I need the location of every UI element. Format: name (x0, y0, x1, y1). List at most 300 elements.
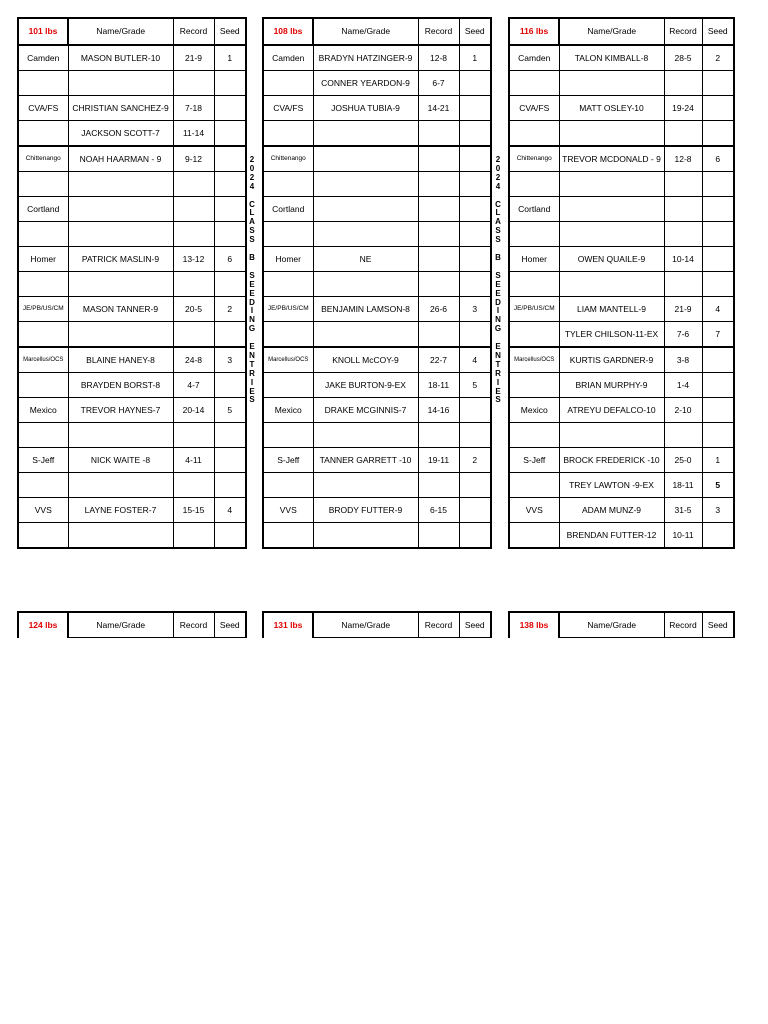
record-cell: 12-8 (418, 45, 459, 71)
school-cell (18, 222, 68, 247)
header-row (18, 18, 246, 45)
name-cell (313, 121, 418, 147)
seed-cell (459, 146, 491, 172)
seed-cell (702, 398, 734, 423)
school-cell: JE/PB/US/CM (18, 297, 68, 322)
weight-table-124 (17, 611, 247, 638)
school-cell: Mexico (263, 398, 313, 423)
seed-cell: 3 (702, 498, 734, 523)
weight-class-label: 101 lbs (18, 18, 68, 45)
school-cell (18, 523, 68, 549)
table-row (263, 322, 491, 348)
record-cell: 19-24 (664, 96, 702, 121)
record-cell (173, 523, 214, 549)
seed-cell (459, 523, 491, 549)
school-cell: Cortland (509, 197, 559, 222)
name-cell: ATREYU DEFALCO-10 (559, 398, 664, 423)
seed-cell (702, 272, 734, 297)
school-cell: Chittenango (18, 146, 68, 172)
name-cell: JAKE BURTON-9-EX (313, 373, 418, 398)
seed-cell (702, 373, 734, 398)
school-cell (509, 473, 559, 498)
table-row (509, 423, 734, 448)
table-row (509, 523, 734, 549)
record-cell: 24-8 (173, 347, 214, 373)
name-cell: TREY LAWTON -9-EX (559, 473, 664, 498)
seed-cell (459, 498, 491, 523)
school-cell: Cortland (18, 197, 68, 222)
table-row (509, 498, 734, 523)
table-row (18, 448, 246, 473)
seed-cell (459, 247, 491, 272)
seed-cell (214, 222, 246, 247)
record-cell: 26-6 (418, 297, 459, 322)
seed-cell (702, 222, 734, 247)
record-cell: 21-9 (664, 297, 702, 322)
seed-cell (702, 197, 734, 222)
name-cell (68, 222, 173, 247)
seed-cell (459, 322, 491, 348)
school-cell (509, 373, 559, 398)
school-cell (509, 423, 559, 448)
name-cell (559, 121, 664, 147)
seed-cell (459, 197, 491, 222)
weight-table-108 (262, 17, 492, 549)
header-seed: Seed (214, 612, 246, 638)
record-cell (418, 473, 459, 498)
record-cell (664, 172, 702, 197)
table-row (263, 498, 491, 523)
vertical-label: 2 0 2 4 C L A S S B S E E D I N G E N T R I E S (248, 155, 256, 405)
record-cell (664, 197, 702, 222)
name-cell: JACKSON SCOTT-7 (68, 121, 173, 147)
seed-cell (214, 172, 246, 197)
table-row (18, 45, 246, 71)
name-cell: NE (313, 247, 418, 272)
table-row (263, 247, 491, 272)
school-cell: VVS (263, 498, 313, 523)
header-name: Name/Grade (559, 18, 664, 45)
table-row (18, 272, 246, 297)
name-cell: JOSHUA TUBIA-9 (313, 96, 418, 121)
school-cell (263, 423, 313, 448)
weight-table-138 (508, 611, 735, 638)
school-cell (263, 121, 313, 147)
header-name: Name/Grade (313, 18, 418, 45)
school-cell: Camden (263, 45, 313, 71)
seed-cell (702, 96, 734, 121)
table-row (263, 347, 491, 373)
seed-cell (214, 121, 246, 147)
record-cell: 2-10 (664, 398, 702, 423)
name-cell: TYLER CHILSON-11-EX (559, 322, 664, 348)
weight-class-label: 116 lbs (509, 18, 559, 45)
table-row (18, 172, 246, 197)
seed-cell: 2 (702, 45, 734, 71)
name-cell (559, 272, 664, 297)
table-row (18, 247, 246, 272)
school-cell: Cortland (263, 197, 313, 222)
seed-cell (459, 71, 491, 96)
school-cell: Marcellus/OCS (509, 347, 559, 373)
school-cell: JE/PB/US/CM (263, 297, 313, 322)
school-cell (509, 121, 559, 147)
name-cell: NOAH HAARMAN - 9 (68, 146, 173, 172)
name-cell (313, 197, 418, 222)
name-cell (313, 146, 418, 172)
table-row (18, 71, 246, 96)
school-cell (509, 222, 559, 247)
name-cell: LIAM MANTELL-9 (559, 297, 664, 322)
table-row (18, 523, 246, 549)
table-row (18, 473, 246, 498)
school-cell: Camden (509, 45, 559, 71)
seed-cell (214, 373, 246, 398)
seed-cell: 7 (702, 322, 734, 348)
school-cell (263, 71, 313, 96)
name-cell: PATRICK MASLIN-9 (68, 247, 173, 272)
record-cell: 21-9 (173, 45, 214, 71)
name-cell (559, 71, 664, 96)
record-cell (418, 523, 459, 549)
record-cell: 19-11 (418, 448, 459, 473)
name-cell: MATT OSLEY-10 (559, 96, 664, 121)
weight-class-label: 124 lbs (18, 612, 68, 638)
school-cell (263, 272, 313, 297)
seed-cell (702, 347, 734, 373)
table-row (263, 297, 491, 322)
school-cell: JE/PB/US/CM (509, 297, 559, 322)
record-cell (664, 423, 702, 448)
seed-cell (214, 146, 246, 172)
table-row (263, 423, 491, 448)
record-cell (418, 146, 459, 172)
school-cell: CVA/FS (18, 96, 68, 121)
name-cell (313, 222, 418, 247)
name-cell (313, 473, 418, 498)
seed-cell (702, 121, 734, 147)
seed-cell (702, 423, 734, 448)
seed-cell: 6 (214, 247, 246, 272)
school-cell: Homer (509, 247, 559, 272)
school-cell (509, 272, 559, 297)
record-cell: 7-18 (173, 96, 214, 121)
table-row (509, 45, 734, 71)
school-cell: CVA/FS (263, 96, 313, 121)
table-row (509, 146, 734, 172)
seed-cell (214, 523, 246, 549)
table-row (509, 448, 734, 473)
seed-cell (459, 121, 491, 147)
name-cell: BRAYDEN BORST-8 (68, 373, 173, 398)
name-cell: KURTIS GARDNER-9 (559, 347, 664, 373)
name-cell (313, 322, 418, 348)
name-cell: CHRISTIAN SANCHEZ-9 (68, 96, 173, 121)
seed-cell (459, 222, 491, 247)
seed-cell: 2 (459, 448, 491, 473)
name-cell: BRIAN MURPHY-9 (559, 373, 664, 398)
seed-cell: 1 (702, 448, 734, 473)
school-cell: Camden (18, 45, 68, 71)
record-cell (173, 172, 214, 197)
name-cell: BENJAMIN LAMSON-8 (313, 297, 418, 322)
record-cell (664, 272, 702, 297)
header-name: Name/Grade (313, 612, 418, 638)
record-cell: 7-6 (664, 322, 702, 348)
table-row (509, 373, 734, 398)
table-row (509, 398, 734, 423)
name-cell (559, 172, 664, 197)
seed-cell (214, 322, 246, 348)
name-cell: DRAKE MCGINNIS-7 (313, 398, 418, 423)
seed-cell (214, 197, 246, 222)
table-row (509, 222, 734, 247)
table-row (263, 373, 491, 398)
header-seed: Seed (214, 18, 246, 45)
seed-cell (214, 423, 246, 448)
table-row (263, 121, 491, 147)
table-row (18, 297, 246, 322)
seed-cell (459, 96, 491, 121)
header-seed: Seed (702, 18, 734, 45)
school-cell: CVA/FS (509, 96, 559, 121)
school-cell: Marcellus/OCS (263, 347, 313, 373)
school-cell (18, 71, 68, 96)
header-record: Record (173, 18, 214, 45)
table-row (18, 96, 246, 121)
name-cell (68, 172, 173, 197)
record-cell (664, 121, 702, 147)
school-cell (509, 322, 559, 348)
table-row (263, 272, 491, 297)
school-cell (509, 71, 559, 96)
header-record: Record (664, 18, 702, 45)
record-cell: 15-15 (173, 498, 214, 523)
name-cell (559, 423, 664, 448)
seed-cell: 3 (459, 297, 491, 322)
table-row (509, 272, 734, 297)
school-cell: VVS (509, 498, 559, 523)
name-cell: BLAINE HANEY-8 (68, 347, 173, 373)
table-row (18, 197, 246, 222)
school-cell: Chittenango (263, 146, 313, 172)
record-cell: 18-11 (418, 373, 459, 398)
record-cell: 14-21 (418, 96, 459, 121)
name-cell (313, 423, 418, 448)
seed-cell (459, 272, 491, 297)
record-cell: 14-16 (418, 398, 459, 423)
name-cell (68, 322, 173, 348)
seed-cell: 4 (214, 498, 246, 523)
record-cell (418, 272, 459, 297)
school-cell (18, 473, 68, 498)
record-cell: 25-0 (664, 448, 702, 473)
name-cell (68, 272, 173, 297)
table-row (509, 197, 734, 222)
name-cell: ADAM MUNZ-9 (559, 498, 664, 523)
table-row (18, 398, 246, 423)
header-seed: Seed (459, 612, 491, 638)
record-cell: 10-11 (664, 523, 702, 549)
table-row (263, 448, 491, 473)
table-row (509, 473, 734, 498)
record-cell: 31-5 (664, 498, 702, 523)
table-row (18, 222, 246, 247)
name-cell: BRENDAN FUTTER-12 (559, 523, 664, 549)
record-cell: 28-5 (664, 45, 702, 71)
seed-cell (459, 423, 491, 448)
seed-cell: 3 (214, 347, 246, 373)
record-cell (418, 197, 459, 222)
table-row (263, 172, 491, 197)
name-cell: TANNER GARRETT -10 (313, 448, 418, 473)
header-row (509, 18, 734, 45)
header-name: Name/Grade (559, 612, 664, 638)
table-row (263, 197, 491, 222)
record-cell: 6-15 (418, 498, 459, 523)
seed-cell: 5 (459, 373, 491, 398)
name-cell (68, 71, 173, 96)
seed-cell (702, 523, 734, 549)
record-cell (418, 247, 459, 272)
seed-cell: 4 (702, 297, 734, 322)
table-row (263, 45, 491, 71)
table-row (18, 121, 246, 147)
record-cell (173, 197, 214, 222)
weight-class-label: 138 lbs (509, 612, 559, 638)
record-cell (664, 222, 702, 247)
seed-cell (459, 398, 491, 423)
name-cell: TREVOR HAYNES-7 (68, 398, 173, 423)
table-row (509, 297, 734, 322)
school-cell: S-Jeff (263, 448, 313, 473)
table-row (18, 146, 246, 172)
school-cell: Homer (18, 247, 68, 272)
table-row (263, 71, 491, 96)
weight-table-116 (508, 17, 735, 549)
seed-cell: 4 (459, 347, 491, 373)
name-cell: BRODY FUTTER-9 (313, 498, 418, 523)
seed-cell (214, 448, 246, 473)
record-cell: 11-14 (173, 121, 214, 147)
header-seed: Seed (702, 612, 734, 638)
seed-cell (459, 172, 491, 197)
header-record: Record (418, 18, 459, 45)
record-cell (418, 121, 459, 147)
table-row (18, 322, 246, 348)
seed-cell (214, 473, 246, 498)
name-cell: OWEN QUAILE-9 (559, 247, 664, 272)
school-cell: Mexico (509, 398, 559, 423)
table-row (18, 373, 246, 398)
school-cell (18, 172, 68, 197)
name-cell: MASON TANNER-9 (68, 297, 173, 322)
school-cell (18, 322, 68, 348)
table-row (263, 473, 491, 498)
name-cell (68, 523, 173, 549)
name-cell: MASON BUTLER-10 (68, 45, 173, 71)
name-cell: TREVOR MCDONALD - 9 (559, 146, 664, 172)
weight-class-label: 108 lbs (263, 18, 313, 45)
name-cell: BRADYN HATZINGER-9 (313, 45, 418, 71)
name-cell (559, 222, 664, 247)
school-cell: S-Jeff (18, 448, 68, 473)
table-row (263, 146, 491, 172)
header-record: Record (418, 612, 459, 638)
record-cell (173, 222, 214, 247)
school-cell: Marcellus/OCS (18, 347, 68, 373)
record-cell (418, 322, 459, 348)
school-cell (263, 373, 313, 398)
school-cell: Mexico (18, 398, 68, 423)
record-cell: 18-11 (664, 473, 702, 498)
record-cell (418, 423, 459, 448)
record-cell: 4-11 (173, 448, 214, 473)
record-cell: 22-7 (418, 347, 459, 373)
table-row (18, 347, 246, 373)
school-cell (18, 121, 68, 147)
name-cell (68, 423, 173, 448)
name-cell: TALON KIMBALL-8 (559, 45, 664, 71)
record-cell (173, 322, 214, 348)
vertical-label: 2 0 2 4 C L A S S B S E E D I N G E N T R I E S (494, 155, 502, 405)
school-cell: Homer (263, 247, 313, 272)
header-record: Record (173, 612, 214, 638)
seed-cell: 5 (214, 398, 246, 423)
record-cell (418, 172, 459, 197)
school-cell (509, 523, 559, 549)
table-row (509, 96, 734, 121)
record-cell (173, 473, 214, 498)
school-cell (263, 322, 313, 348)
school-cell: Chittenango (509, 146, 559, 172)
seed-cell: 1 (214, 45, 246, 71)
record-cell: 20-14 (173, 398, 214, 423)
seed-cell (214, 71, 246, 96)
seed-cell: 5 (702, 473, 734, 498)
header-record: Record (664, 612, 702, 638)
table-row (509, 247, 734, 272)
record-cell: 10-14 (664, 247, 702, 272)
school-cell (18, 272, 68, 297)
seed-cell: 2 (214, 297, 246, 322)
table-row (263, 398, 491, 423)
record-cell (664, 71, 702, 96)
seed-cell (702, 247, 734, 272)
header-row (263, 18, 491, 45)
table-row (509, 172, 734, 197)
record-cell: 4-7 (173, 373, 214, 398)
record-cell (173, 423, 214, 448)
seed-cell: 6 (702, 146, 734, 172)
name-cell: NICK WAITE -8 (68, 448, 173, 473)
table-row (263, 523, 491, 549)
table-row (18, 423, 246, 448)
school-cell: VVS (18, 498, 68, 523)
seed-cell (702, 172, 734, 197)
school-cell (18, 423, 68, 448)
school-cell (263, 473, 313, 498)
table-row (509, 347, 734, 373)
record-cell: 6-7 (418, 71, 459, 96)
record-cell: 3-8 (664, 347, 702, 373)
table-row (263, 96, 491, 121)
seed-cell (702, 71, 734, 96)
name-cell (313, 172, 418, 197)
name-cell: LAYNE FOSTER-7 (68, 498, 173, 523)
header-name: Name/Grade (68, 612, 173, 638)
name-cell: BROCK FREDERICK -10 (559, 448, 664, 473)
